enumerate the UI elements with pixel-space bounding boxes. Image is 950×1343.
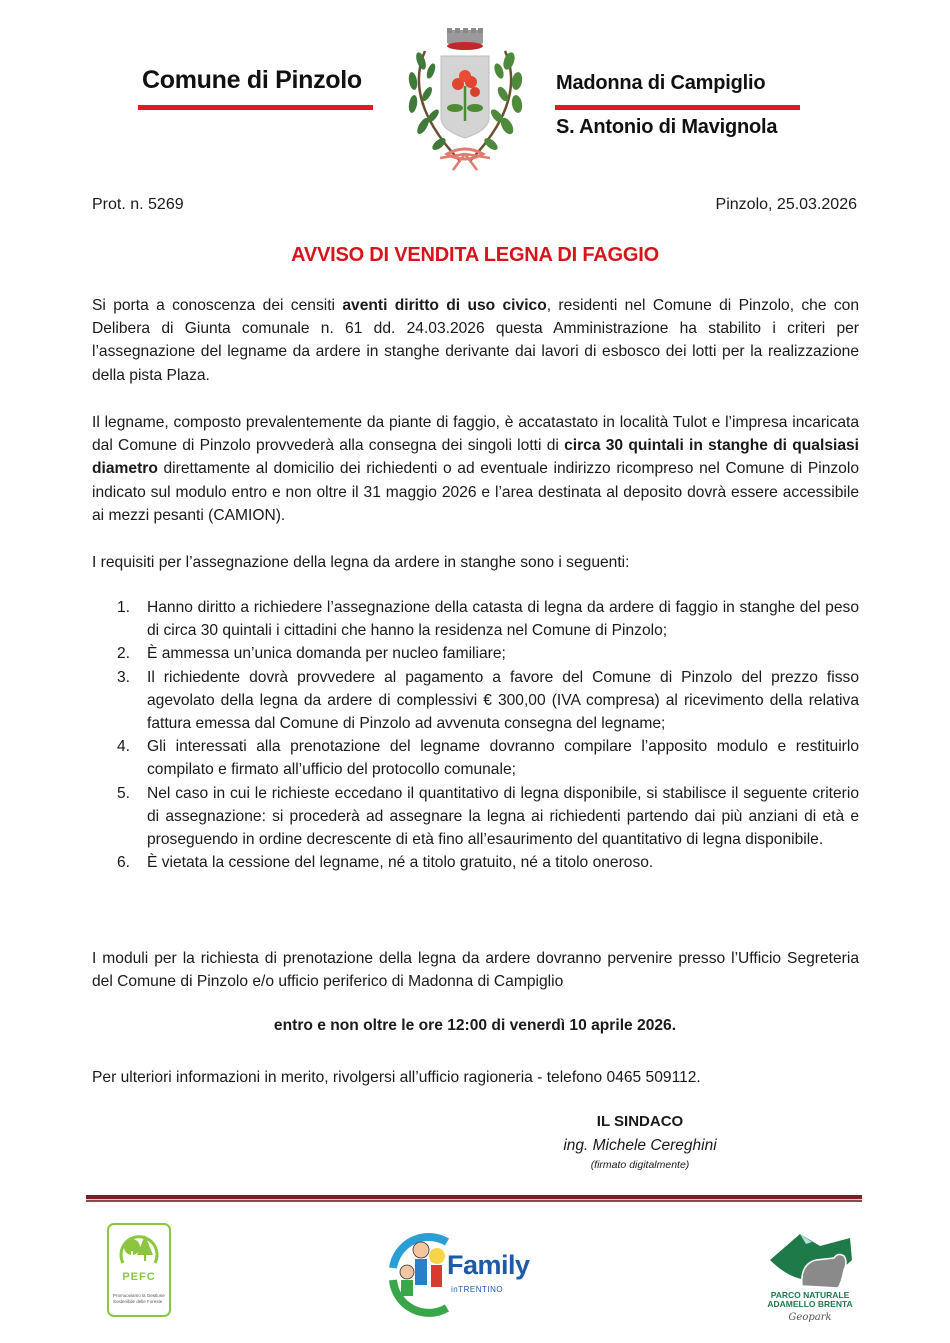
pefc-subtitle: Promuoviamo la Gestione Sostenibile delle Foreste (113, 1293, 165, 1304)
municipality-name: Comune di Pinzolo (142, 66, 362, 94)
header-rule-right (555, 105, 800, 110)
family-in-trentino-logo (385, 1228, 545, 1318)
list-number: 2. (117, 645, 131, 663)
header-rule-left (138, 105, 373, 110)
pefc-label: PEFC (122, 1271, 156, 1283)
list-number: 5. (117, 784, 131, 802)
list-number: 1. (117, 599, 131, 616)
place-and-date: Pinzolo, 25.03.2026 (715, 196, 857, 213)
list-item (117, 851, 859, 874)
protocol-number: Prot. n. 5269 (92, 196, 184, 213)
pefc-tree-icon (109, 1227, 169, 1271)
text: Si porta a conoscenza dei censiti (92, 297, 343, 314)
paragraph-delivery (92, 411, 859, 527)
list-text: È vietata la cessione del legname, né a titolo gratuito, né a titolo oneroso. (147, 854, 654, 872)
list-text: Nel caso in cui le richieste eccedano il quantitativo di legna disponibile, si stabilisce il seguente criterio di assegnazione: si procederà ad assegnare la legna ai richiedenti partendo dai più anziani di età e proseguendo in ordine decrescente di età fino all’esaurimento del quantitativo di legna disponibile. (147, 784, 859, 849)
list-item (117, 642, 859, 665)
pefc-logo (107, 1223, 171, 1317)
paragraph-requirements-intro: I requisiti per l’assegnazione della legna da ardere in stanghe sono i seguenti: (92, 554, 630, 571)
fraction-madonna-di-campiglio: Madonna di Campiglio (556, 72, 766, 94)
family-subtitle: inTRENTINO (451, 1285, 504, 1294)
list-item (117, 735, 859, 781)
list-item (117, 782, 859, 852)
geopark-label: Geopark (788, 1312, 832, 1323)
list-number: 3. (117, 668, 131, 686)
list-text: È ammessa un’unica domanda per nucleo familiare; (147, 645, 506, 663)
fraction-s-antonio-di-mavignola: S. Antonio di Mavignola (556, 116, 778, 138)
list-item (117, 666, 859, 736)
parco-line-1: PARCO NATURALE (770, 1290, 850, 1300)
parco-adamello-brenta-logo (760, 1230, 860, 1335)
paragraph-intro (92, 294, 859, 387)
list-number: 6. (117, 854, 131, 872)
signature-role: IL SINDACO (596, 1113, 684, 1130)
text: , residenti nel Comune di Pinzolo, che con Delibera di Giunta comunale n. 61 dd. 24.03.2026 questa Amministrazione ha stabilito i criteri per l’assegnazione del legname da ardere in stanghe derivante dai lavori di esbosco dei lotti per la realizzazione della pista Plaza. (92, 297, 859, 384)
signature-name: ing. Michele Cereghini (563, 1137, 717, 1154)
bold-text: aventi diritto di uso civico (342, 297, 547, 314)
parco-line-2: ADAMELLO BRENTA (767, 1299, 853, 1309)
paragraph-contact: Per ulteriori informazioni in merito, rivolgersi all’ufficio ragioneria - telefono 0465 509112. (92, 1069, 701, 1086)
list-item (117, 596, 859, 642)
list-text: Hanno diritto a richiedere l’assegnazione della catasta di legna da ardere di faggio in stanghe del peso di circa 30 quintali i cittadini che hanno la residenza nel Comune di Pinzolo; (147, 599, 859, 640)
list-number: 4. (117, 738, 131, 756)
list-text: Il richiedente dovrà provvedere al pagamento a favore del Comune di Pinzolo del prezzo fisso agevolato della legna da ardere di complessivi € 300,00 (IVA compresa) al ricevimento della relativa fattura emessa dal Comune di Pinzolo ad avvenuta consegna del legname; (147, 668, 859, 733)
deadline: entro e non oltre le ore 12:00 di venerdì 10 aprile 2026. (273, 1017, 677, 1034)
requirements-list (92, 596, 859, 874)
family-label: Family (447, 1250, 530, 1280)
family-icon (385, 1228, 455, 1318)
text: direttamente al domicilio dei richiedenti o ad eventuale indirizzo ricompreso nel Comune di Pinzolo indicato sul modulo entro e non oltre il 31 maggio 2026 e l’area destinata al deposito dovrà essere accessibile ai mezzi pesanti (CAMION). (92, 460, 859, 524)
paragraph-submission: I moduli per la richiesta di prenotazione della legna da ardere dovranno pervenire presso l’Ufficio Segreteria del Comune di Pinzolo e/o ufficio periferico di Madonna di Campiglio (92, 950, 859, 991)
list-text: Gli interessati alla prenotazione del legname dovranno compilare l’apposito modulo e restituirlo compilato e firmato all’ufficio del protocollo comunale; (147, 738, 859, 779)
notice-title: AVVISO DI VENDITA LEGNA DI FAGGIO (291, 244, 659, 266)
footer-divider (86, 1195, 862, 1202)
bear-mountain-icon (760, 1230, 860, 1292)
parco-label (760, 1291, 860, 1309)
bold-text: circa 30 quintali in stanghe di qualsiasi diametro (92, 437, 859, 478)
signature-note: (firmato digitalmente) (590, 1159, 690, 1171)
text: Il legname, composto prevalentemente da piante di faggio, è accatastato in località Tulot e l’impresa incaricata dal Comune di Pinzolo provvederà alla consegna dei singoli lotti di (92, 414, 859, 455)
coat-of-arms-icon (395, 26, 535, 174)
